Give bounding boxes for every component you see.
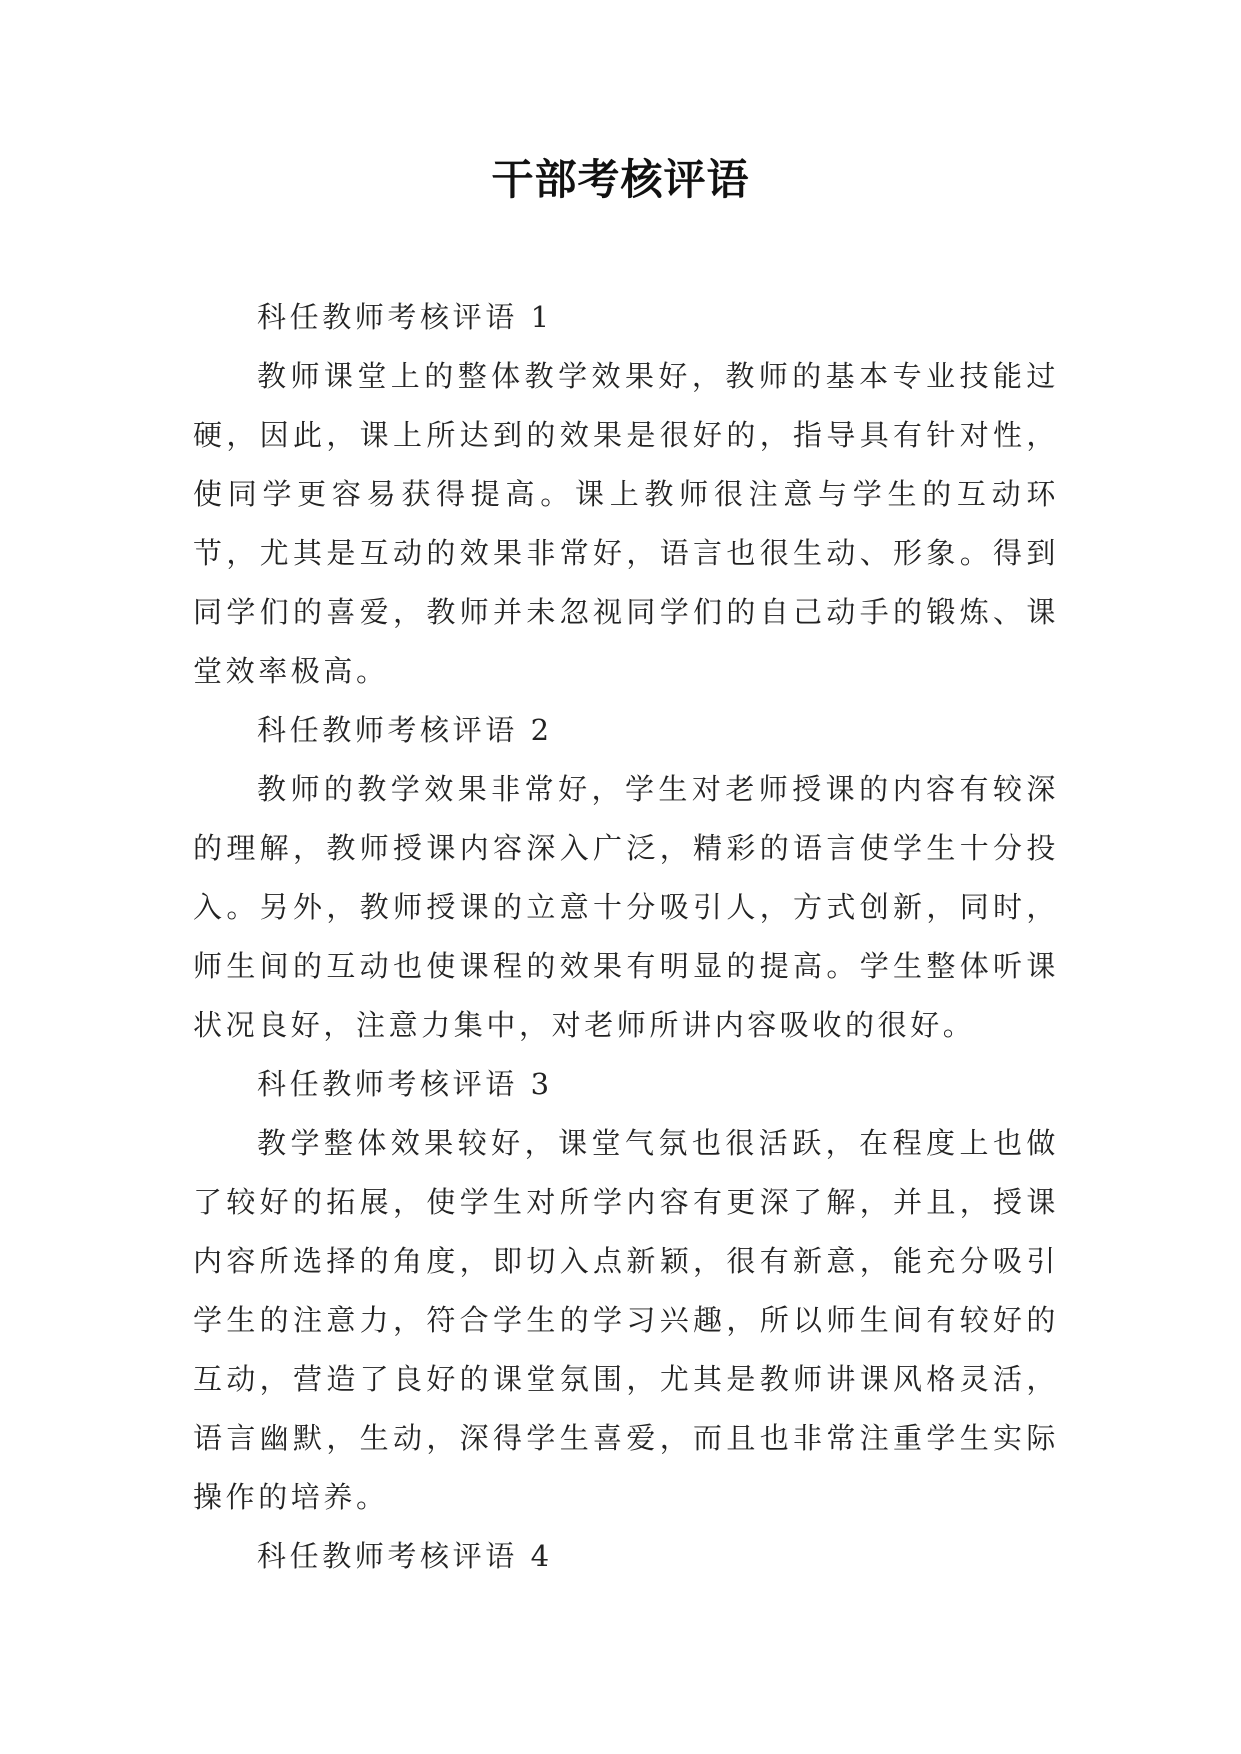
section-heading-2: 科任教师考核评语 2 [257, 713, 553, 747]
section-text-2: 教师的教学效果非常好，学生对老师授课的内容有较深的理解，教师授课内容深入广泛，精彩的语言使学生十分投入。另外，教师授课的立意十分吸引人，方式创新，同时，师生间的互动也使课程的效果有明显的提高。学生整体听课状况良好，注意力集中，对老师所讲内容吸收的很好。 [193, 772, 1059, 1042]
section-heading-1: 科任教师考核评语 1 [257, 300, 553, 334]
section-text-1: 教师课堂上的整体教学效果好，教师的基本专业技能过硬，因此，课上所达到的效果是很好的，指导具有针对性，使同学更容易获得提高。课上教师很注意与学生的互动环节，尤其是互动的效果非常好，语言也很生动、形象。得到同学们的喜爱，教师并未忽视同学们的自己动手的锻炼、课堂效率极高。 [193, 359, 1059, 688]
section-text-3: 教学整体效果较好，课堂气氛也很活跃，在程度上也做了较好的拓展，使学生对所学内容有更深了解，并且，授课内容所选择的角度，即切入点新颖，很有新意，能充分吸引学生的注意力，符合学生的学习兴趣，所以师生间有较好的互动，营造了良好的课堂氛围，尤其是教师讲课风格灵活，语言幽默，生动，深得学生喜爱，而且也非常注重学生实际操作的培养。 [193, 1126, 1059, 1514]
section-heading-4: 科任教师考核评语 4 [257, 1539, 553, 1573]
document-title: 干部考核评语 [491, 155, 750, 204]
section-heading-3: 科任教师考核评语 3 [257, 1067, 553, 1101]
document-body [193, 288, 1059, 1586]
